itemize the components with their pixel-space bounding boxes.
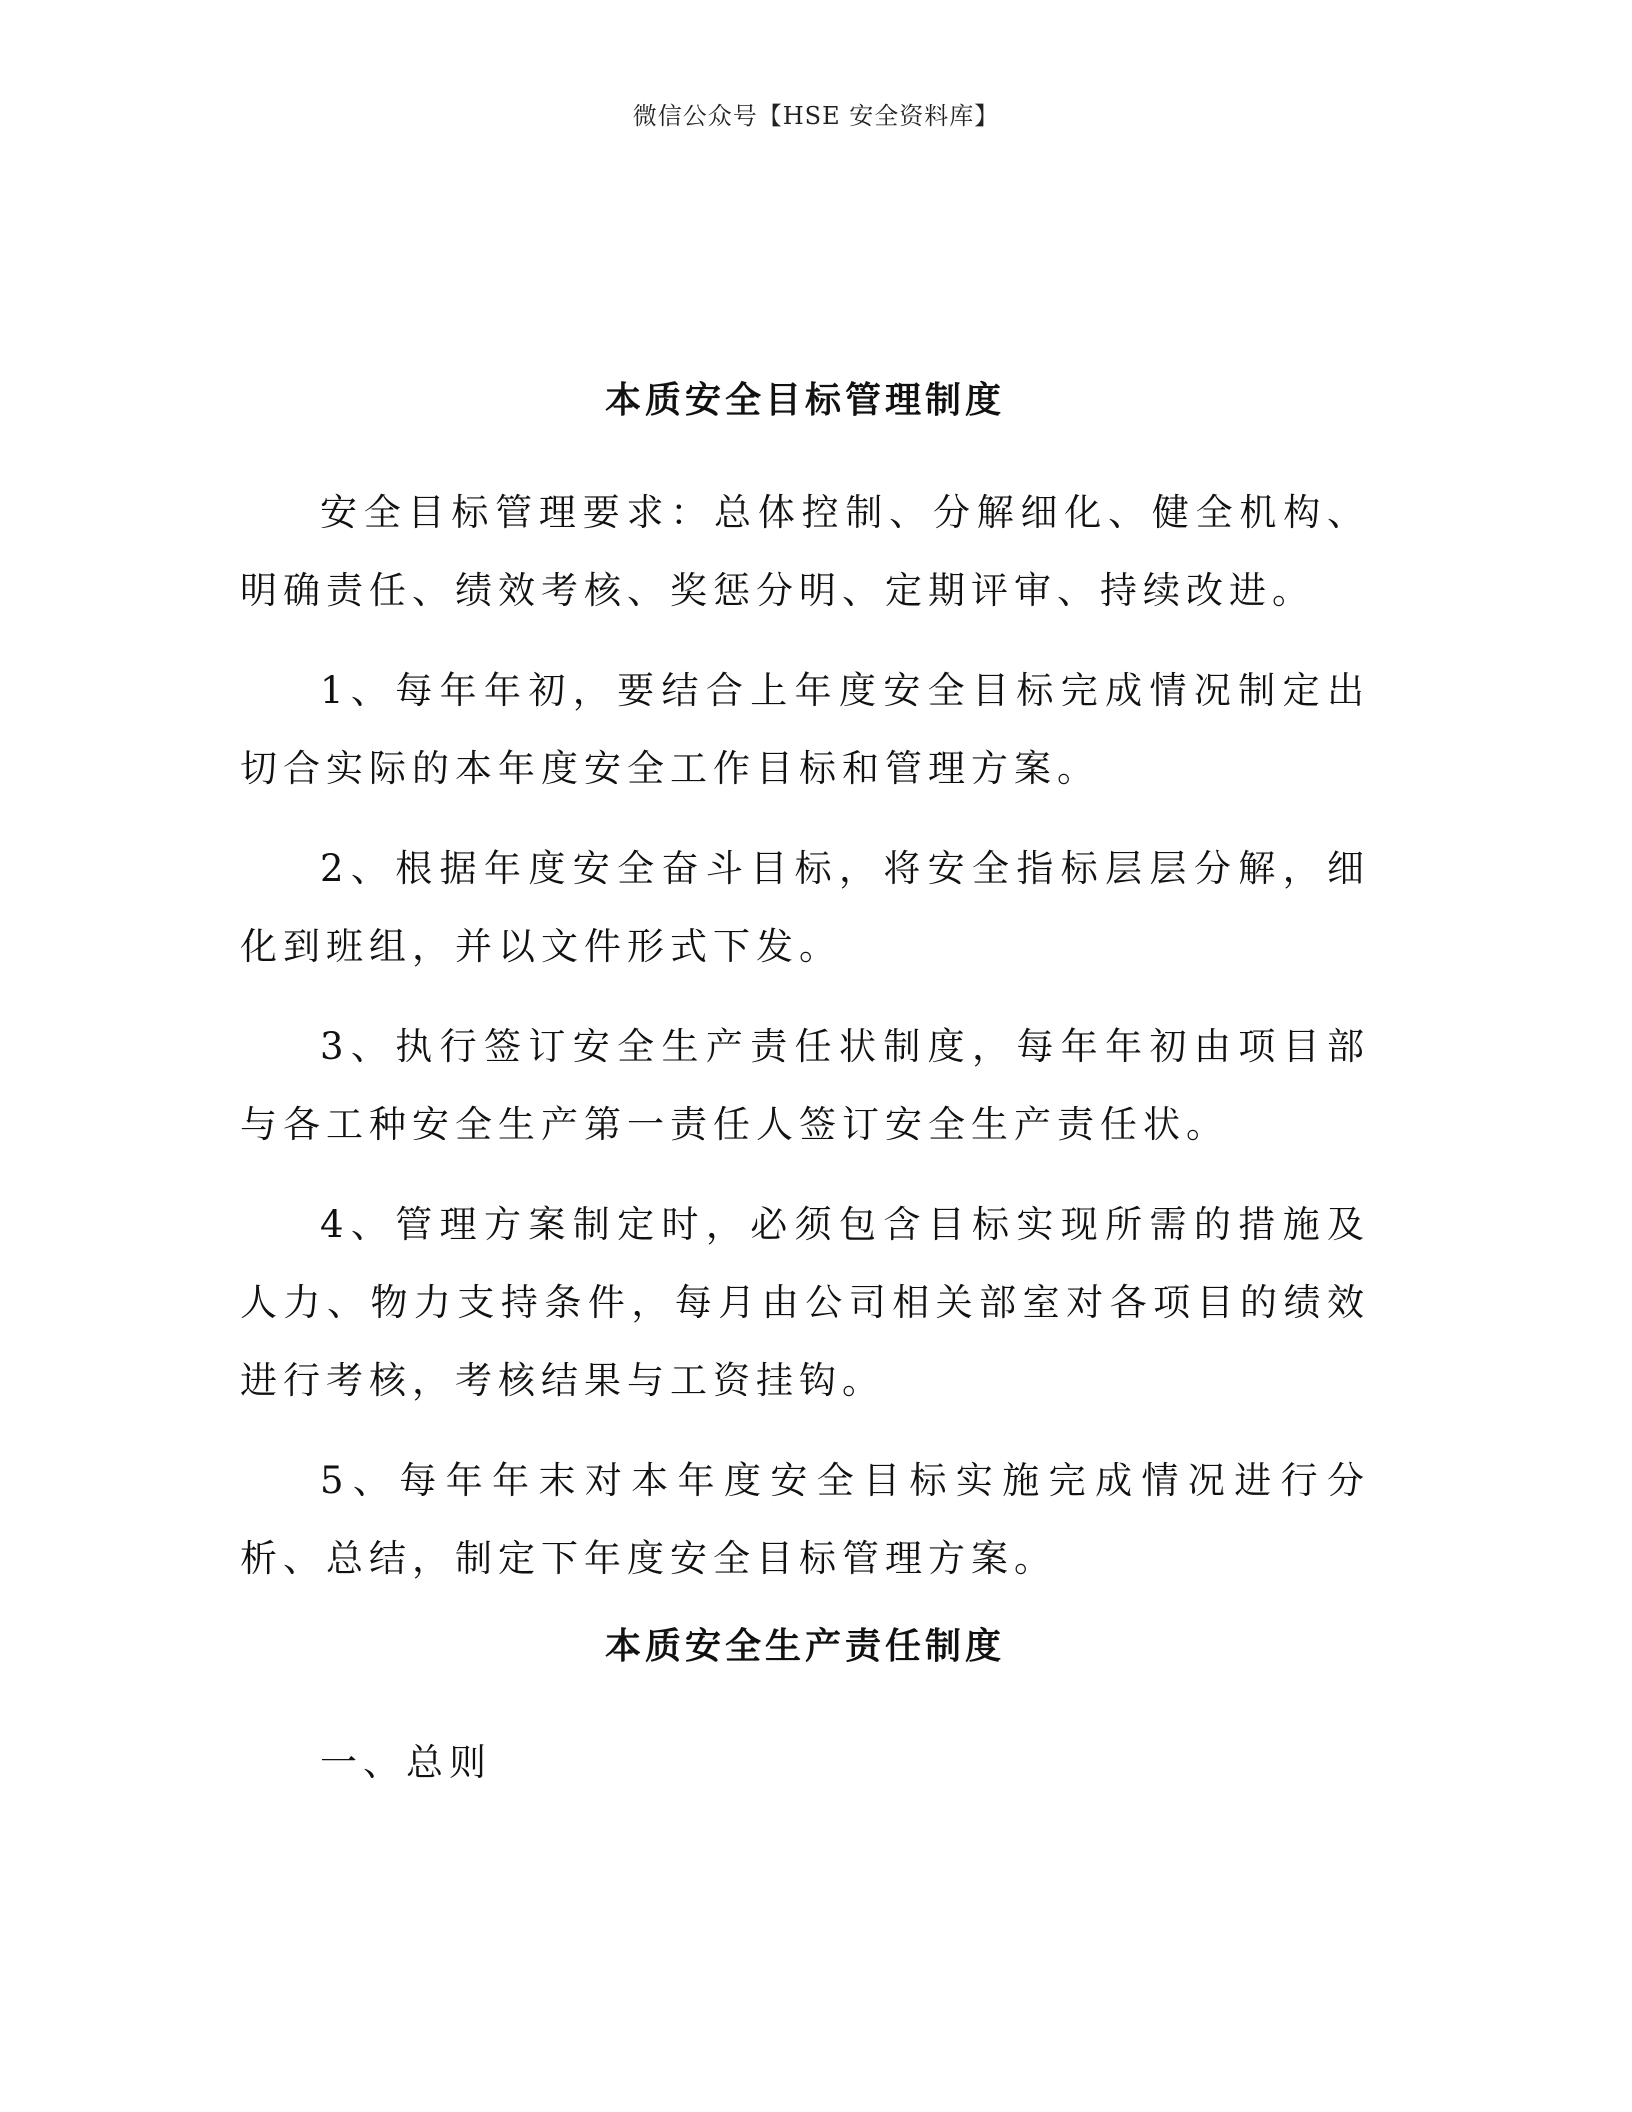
list-item-5: 5、每年年末对本年度安全目标实施完成情况进行分析、总结，制定下年度安全目标管理方案。 <box>240 1459 1370 1580</box>
document-title-target-management: 本质安全目标管理制度 <box>604 379 1005 421</box>
list-item-3: 3、执行签订安全生产责任状制度，每年年初由项目部与各工种安全生产第一责任人签订安全生产责任状。 <box>240 1025 1370 1146</box>
list-item-1: 1、每年年初，要结合上年度安全目标完成情况制定出切合实际的本年度安全工作目标和管理方案。 <box>240 669 1370 790</box>
document-title-responsibility: 本质安全生产责任制度 <box>604 1625 1005 1667</box>
list-item-4: 4、管理方案制定时，必须包含目标实现所需的措施及人力、物力支持条件，每月由公司相关部室对各项目的绩效进行考核，考核结果与工资挂钩。 <box>240 1203 1370 1402</box>
intro-paragraph: 安全目标管理要求：总体控制、分解细化、健全机构、明确责任、绩效考核、奖惩分明、定期评审、持续改进。 <box>240 491 1370 612</box>
page-header: 微信公众号【HSE 安全资料库】 <box>632 102 1000 130</box>
list-item-2: 2、根据年度安全奋斗目标，将安全指标层层分解，细化到班组，并以文件形式下发。 <box>240 847 1370 968</box>
section-heading-general: 一、总则 <box>320 1741 492 1784</box>
document-body <box>240 374 1370 1802</box>
